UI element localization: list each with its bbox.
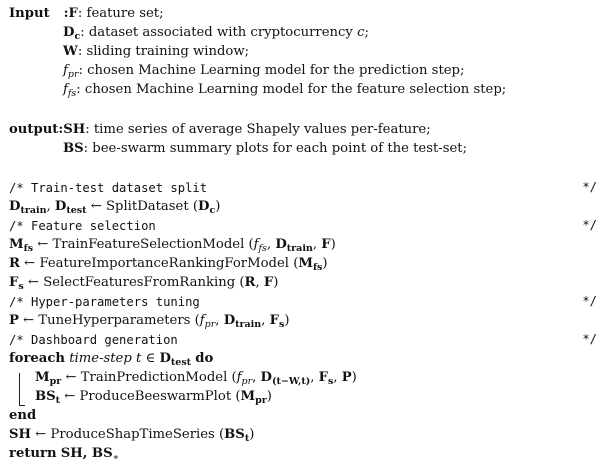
fn-train-pred: TrainPredictionModel <box>80 370 228 385</box>
input-ffs-line <box>63 82 506 98</box>
loop-bar <box>19 373 20 406</box>
input-fpr-line <box>63 63 464 79</box>
input-ffs-sub: fs <box>67 88 77 99</box>
do-keyword: do <box>195 351 214 366</box>
input-Dc-desc: : dataset associated with cryptocurrency <box>80 25 358 40</box>
comment-hyper: /* Hyper-parameters tuning <box>9 295 200 309</box>
comment-close-2: */ <box>582 218 597 232</box>
input-fpr: f <box>63 63 68 78</box>
input-fpr-sub: pr <box>67 69 79 80</box>
input-colon: : <box>63 6 69 21</box>
fn-rank: FeatureImportanceRankingForModel <box>39 256 289 271</box>
input-Dc-desc-end: ; <box>364 25 369 40</box>
input-F-desc: : feature set; <box>77 6 164 21</box>
input-block <box>9 6 164 22</box>
fn-tune: TuneHyperparameters <box>38 313 191 328</box>
line-split: $D_{train}$, $D_{test}$ ← SplitDataset $(D_c)$ <box>9 199 221 216</box>
input-label: Input <box>9 6 50 21</box>
output-SH-desc: : time series of average Shapely values per-feature; <box>85 122 431 137</box>
return-keyword: return <box>9 446 57 461</box>
input-Dc-sub: c <box>74 31 81 42</box>
comment-feature-selection: /* Feature selection <box>9 219 156 233</box>
output-SH: SH <box>63 122 86 137</box>
line-train-fs: $M_{fs}$ ← TrainFeatureSelectionModel ($f_{fs}$, $D_{train}$, F) <box>9 237 336 254</box>
input-F: F <box>68 6 78 21</box>
input-ffs-desc: : chosen Machine Learning model for the feature selection step; <box>76 82 507 97</box>
line-end <box>9 408 36 424</box>
output-bs-line <box>63 141 467 157</box>
line-tune: P ← TuneHyperparameters ($f_{pr}$, $D_{train}$, $F_s$) <box>9 313 290 330</box>
end-keyword: end <box>9 408 37 423</box>
comment-dashboard: /* Dashboard generation <box>9 333 178 347</box>
input-w-line <box>63 44 249 60</box>
input-W-desc: : sliding training window; <box>77 44 250 59</box>
output-BS: BS <box>63 141 84 156</box>
comment-close-1: */ <box>582 180 597 194</box>
line-select: $F_s$ ← SelectFeaturesFromRanking (R, F) <box>9 275 279 292</box>
output-BS-desc: : bee-swarm summary plots for each point of the test-set; <box>83 141 468 156</box>
line-return: return SH, $BS_∗$ <box>9 446 120 463</box>
line-shap: SH ← ProduceShapTimeSeries $(BS_t)$ <box>9 427 255 444</box>
input-Dc-desc-it: c <box>357 25 365 40</box>
comment-close-4: */ <box>582 332 597 346</box>
line-train-pred: $M_{pr}$ ← TrainPredictionModel ($f_{pr}$, $D_{(t-W,t)}$, $F_s$, P) <box>35 370 357 387</box>
input-ffs: f <box>63 82 68 97</box>
output-colon: : <box>58 122 64 137</box>
line-rank: R ← FeatureImportanceRankingForModel $(M_{fs})$ <box>9 256 328 273</box>
fn-beeswarm: ProduceBeeswarmPlot <box>79 389 232 404</box>
line-beeswarm: $BS_t$ ← ProduceBeeswarmPlot $(M_{pr})$ <box>35 389 272 406</box>
line-foreach: foreach time-step t ∈ $D_{test}$ do <box>9 351 214 368</box>
input-W: W <box>63 44 78 59</box>
input-Dc: D <box>63 25 75 40</box>
fn-split: SplitDataset <box>105 199 189 214</box>
input-fpr-desc: : chosen Machine Learning model for the prediction step; <box>78 63 465 78</box>
output-label: output <box>9 122 59 137</box>
comment-split: /* Train-test dataset split <box>9 181 208 195</box>
input-dc-line <box>63 25 369 41</box>
fn-train-fs: TrainFeatureSelectionModel <box>52 237 245 252</box>
fn-shap: ProduceShapTimeSeries <box>50 427 215 442</box>
fn-select: SelectFeaturesFromRanking <box>43 275 236 290</box>
output-block <box>9 122 431 138</box>
foreach-keyword: foreach <box>9 351 65 366</box>
comment-close-3: */ <box>582 294 597 308</box>
loop-bar-tick <box>19 405 25 406</box>
assign-arrow: ← <box>90 199 102 214</box>
